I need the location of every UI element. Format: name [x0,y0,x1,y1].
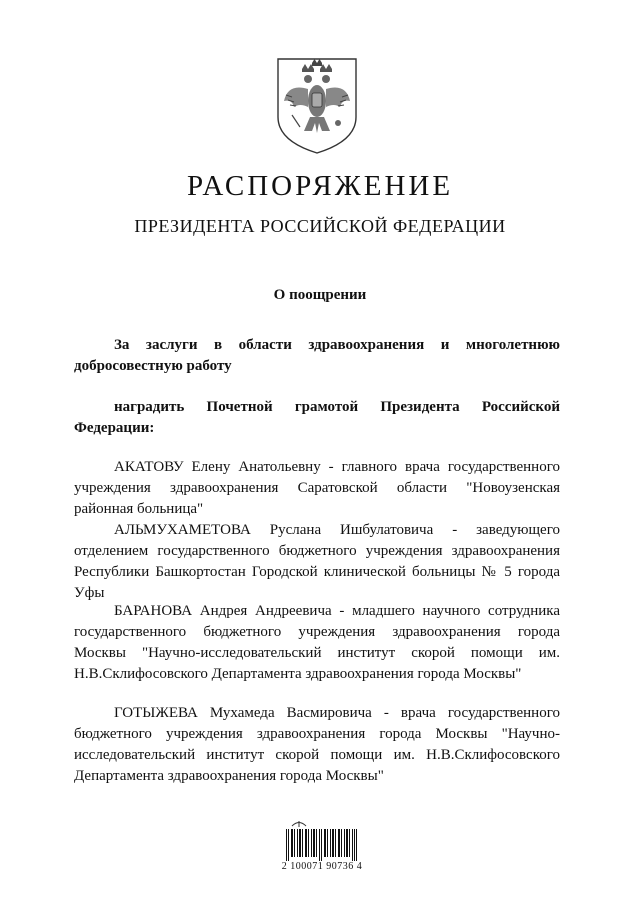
document-subtitle: ПРЕЗИДЕНТА РОССИЙСКОЙ ФЕДЕРАЦИИ [134,216,506,236]
awardee-item: АКАТОВУ Елену Анатольевну - главного врача государственного учреждения здравоохранения Саратовской области "Новоузенская районная больница" [74,459,560,517]
document-title: РАСПОРЯЖЕНИЕ [186,170,454,202]
barcode-number: 2 100071 90736 4 [281,861,363,872]
decision-paragraph: наградить Почетной грамотой Президента Российской Федерации: [74,399,560,436]
awardee-item: ГОТЫЖЕВА Мухамеда Васмировича - врача государственного бюджетного учреждения здравоохранения города Москвы "Научно-исследовательский институт скорой помощи им. Н.В.Склифосовского Департамента здравоохранения города Москвы" [74,705,560,784]
barcode-icon [286,829,358,861]
awardee-item: БАРАНОВА Андрея Андреевича - младшего научного сотрудника государственного бюджетного учреждения здравоохранения города Москвы "Научно-исследовательский институт скорой помощи им. Н.В.Склифосовского Департамента здравоохранения города Москвы" [74,603,560,682]
document-heading: О поощрении [273,287,367,303]
eagle-mark-icon [291,820,307,828]
awardee-item: АЛЬМУХАМЕТОВА Руслана Ишбулатовича - заведующего отделением государственного бюджетного учреждения здравоохранения Республики Башкортостан Городской клинической больницы № 5 города Уфы [74,522,560,601]
preamble-paragraph: За заслуги в области здравоохранения и многолетнюю добросовестную работу [74,337,560,374]
coat-of-arms-icon [272,55,362,155]
barcode [272,818,372,878]
